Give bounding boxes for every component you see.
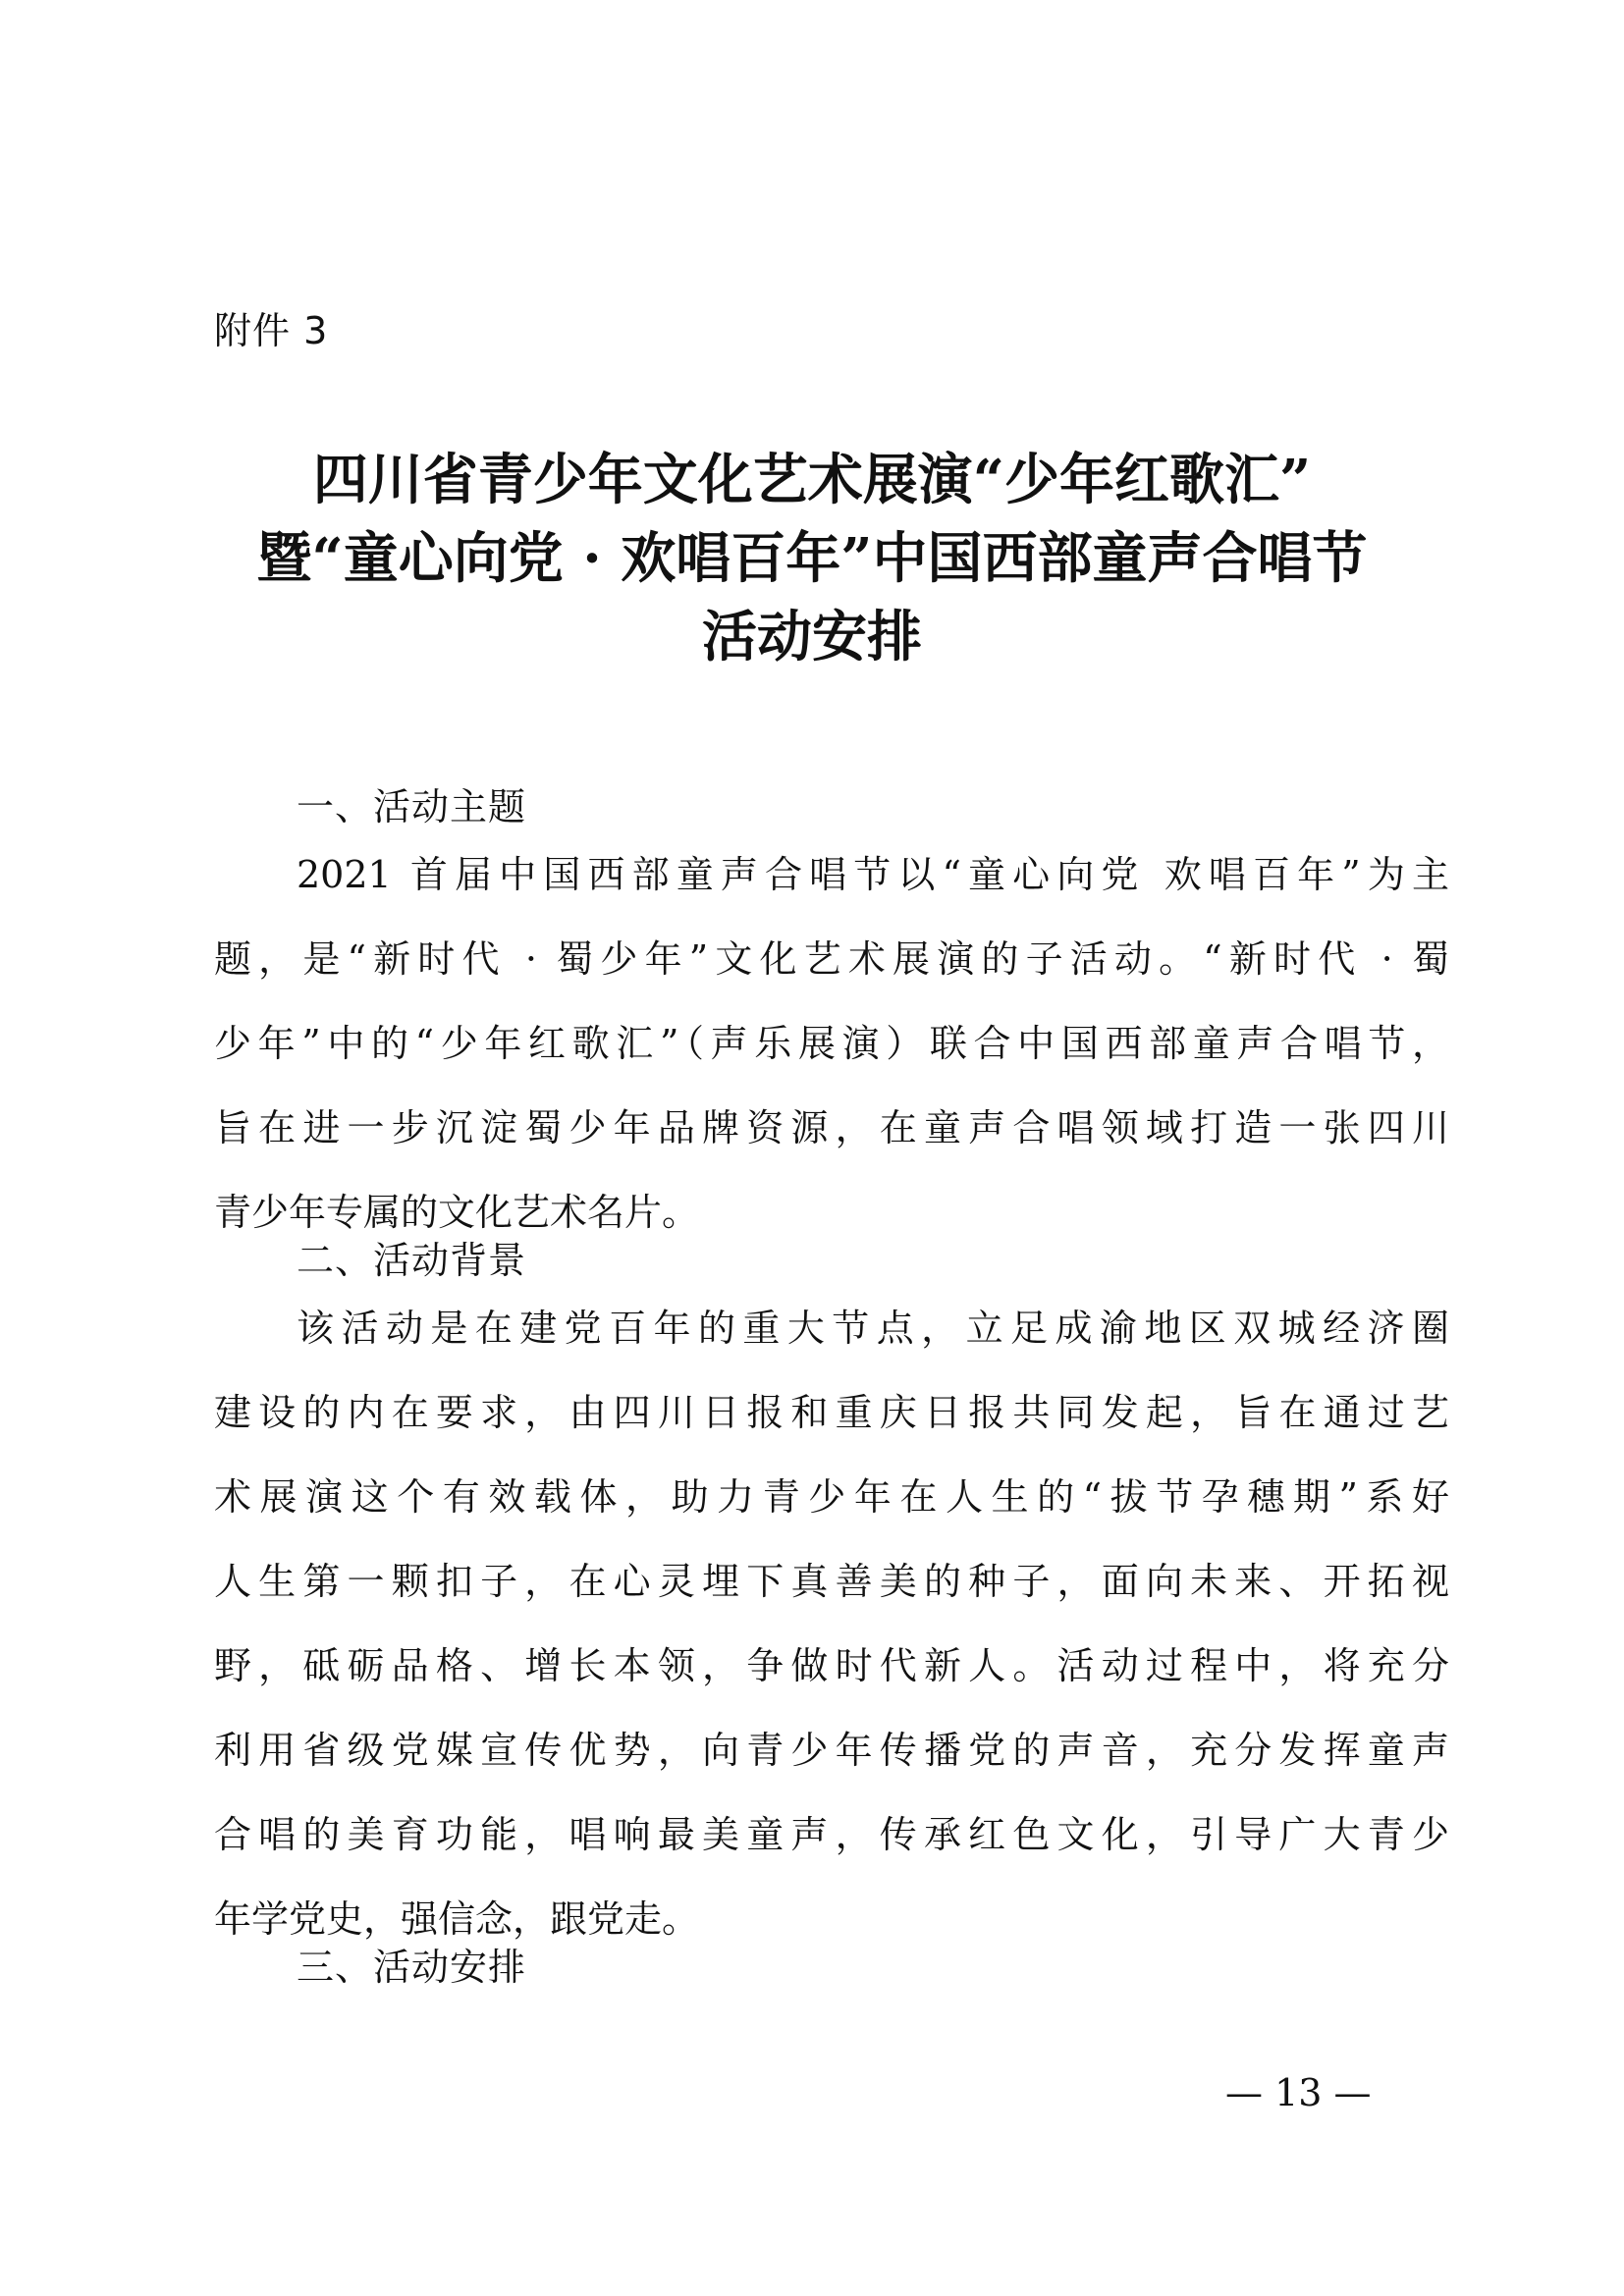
paragraph-line: 利用省级党媒宣传优势，向青少年传播党的声音，充分发挥童声 (214, 1729, 1449, 1772)
paragraph-line: 该活动是在建党百年的重大节点，立足成渝地区双城经济圈 (297, 1307, 1449, 1350)
paragraph-line: 合唱的美育功能，唱响最美童声，传承红色文化，引导广大青少 (214, 1813, 1449, 1856)
attachment-label: 附件 3 (214, 309, 329, 352)
paragraph-line: 题，是“新时代 · 蜀少年”文化艺术展演的子活动。“新时代 · 蜀 (214, 937, 1449, 981)
section-body-theme (214, 832, 1449, 1255)
paragraph-line: 青少年专属的文化艺术名片。 (214, 1191, 700, 1234)
paragraph-line: 人生第一颗扣子，在心灵埋下真善美的种子，面向未来、开拓视 (214, 1560, 1449, 1603)
paragraph-line: 年学党史，强信念，跟党走。 (214, 1897, 700, 1941)
title-line-2: 暨“童心向党 · 欢唱百年”中国西部童声合唱节 (256, 526, 1368, 591)
document-title (236, 441, 1388, 676)
paragraph-line: 术展演这个有效载体，助力青少年在人生的“拔节孕穗期”系好 (214, 1475, 1449, 1519)
page-number: — 13 — (1225, 2071, 1372, 2114)
title-line-3: 活动安排 (702, 605, 922, 669)
paragraph-line: 旨在进一步沉淀蜀少年品牌资源，在童声合唱领域打造一张四川 (214, 1106, 1449, 1149)
paragraph-line: 建设的内在要求，由四川日报和重庆日报共同发起，旨在通过艺 (214, 1391, 1449, 1434)
title-line-1: 四川省青少年文化艺术展演“少年红歌汇” (312, 448, 1312, 512)
paragraph-line: 2021 首届中国西部童声合唱节以“童心向党 欢唱百年”为主 (297, 853, 1449, 896)
paragraph-line: 少年”中的“少年红歌汇”（声乐展演）联合中国西部童声合唱节， (214, 1022, 1449, 1065)
paragraph-line: 野，砥砺品格、增长本领，争做时代新人。活动过程中，将充分 (214, 1644, 1449, 1687)
section-body-background (214, 1286, 1449, 1961)
section-heading-background: 二、活动背景 (297, 1239, 527, 1282)
section-heading-theme: 一、活动主题 (297, 785, 527, 828)
section-heading-arrangement: 三、活动安排 (297, 1946, 527, 1989)
